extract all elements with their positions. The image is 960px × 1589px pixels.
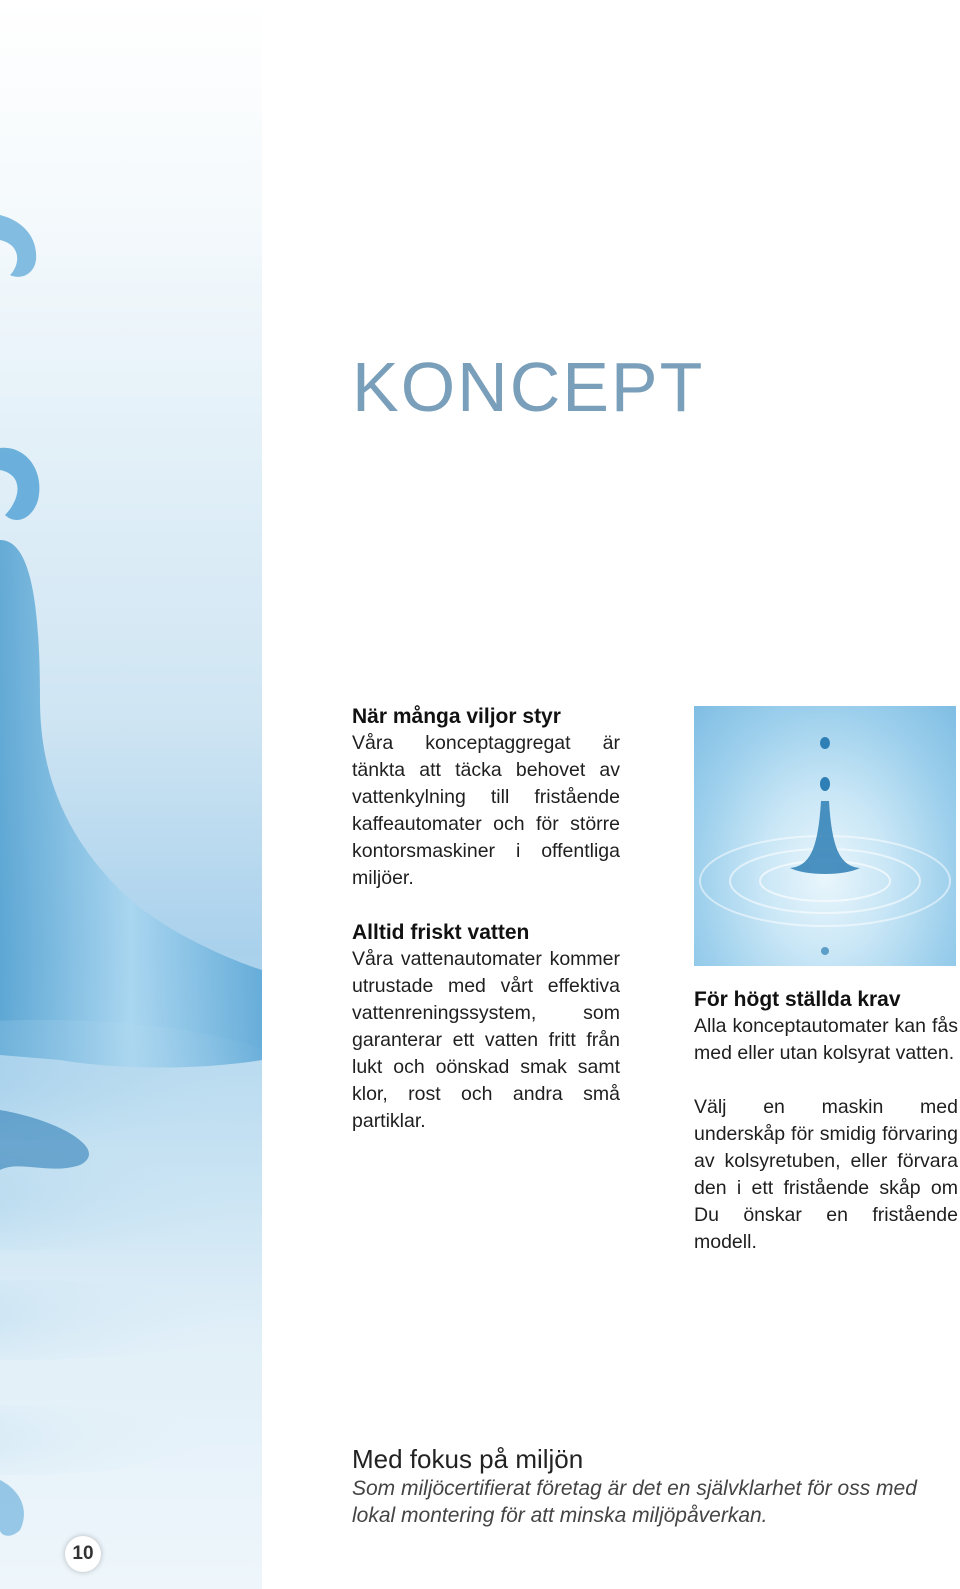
- footer-text: Som miljöcertifierat företag är det en självklarhet för oss med lokal montering för att minska miljöpåverkan.: [352, 1477, 917, 1527]
- section-fresh-water: [352, 919, 620, 1135]
- section-many-wills: [352, 703, 620, 892]
- section-paragraph: Alla konceptautomater kan fås med eller utan kolsyrat vatten.: [694, 1015, 958, 1064]
- section-paragraph: Välj en maskin med underskåp för smidig förvaring av kolsyretuben, eller förvara den i ett fristående skåp om Du önskar en fristående modell.: [694, 1096, 958, 1253]
- footer-heading: Med fokus på miljön: [352, 1444, 584, 1474]
- section-heading: När många viljor styr: [352, 705, 561, 728]
- section-heading: Alltid friskt vatten: [352, 921, 530, 944]
- page-title: KONCEPT: [352, 348, 705, 426]
- section-heading: För högt ställda krav: [694, 988, 901, 1011]
- section-body: Våra vattenautomater kommer utrustade med vårt effektiva vattenreningssystem, som garanterar ett vatten fritt från lukt och oönskad smak samt klor, rost och andra små partiklar.: [352, 948, 620, 1132]
- left-text-column: [352, 703, 620, 1135]
- water-drop-photo: [694, 706, 956, 966]
- section-body: Våra konceptaggregat är tänkta att täcka behovet av vattenkylning till fristående kaffeautomater och för större kontorsmaskiner i offentliga miljöer.: [352, 732, 620, 889]
- right-text-column: [694, 986, 958, 1256]
- footer-section: [352, 1443, 952, 1529]
- page-number: 10: [65, 1536, 101, 1572]
- water-splash-photo: [0, 0, 262, 1589]
